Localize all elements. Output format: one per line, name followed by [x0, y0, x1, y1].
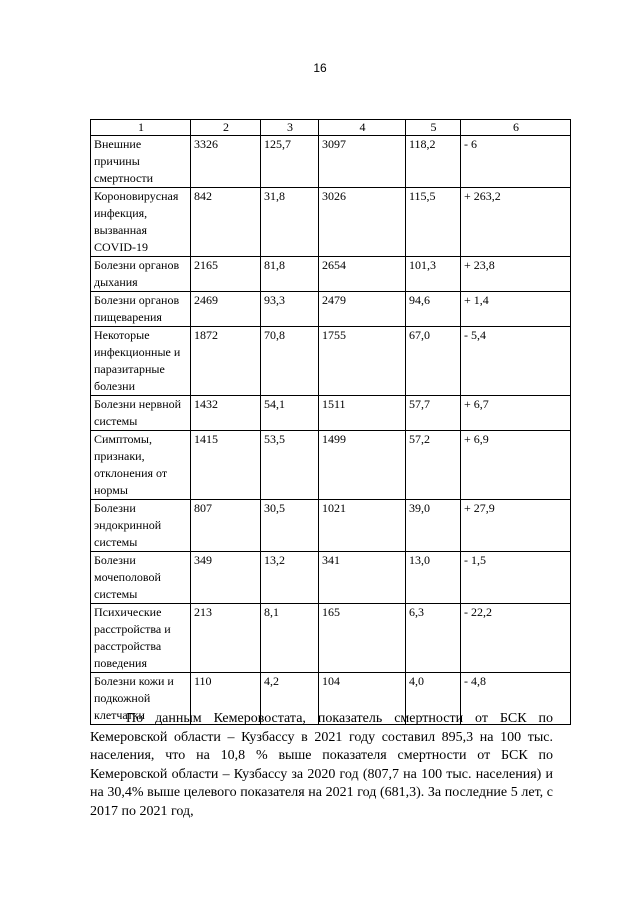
- table-row: [91, 500, 571, 552]
- table-cell: 115,5: [406, 188, 461, 257]
- table-row: [91, 257, 571, 292]
- table-cell: 104: [319, 673, 406, 725]
- table-cell: 3326: [191, 136, 261, 188]
- table-cell: 2469: [191, 292, 261, 327]
- table-cell: 842: [191, 188, 261, 257]
- table-cell: 1432: [191, 396, 261, 431]
- table-cell: 101,3: [406, 257, 461, 292]
- table-cell: 13,0: [406, 552, 461, 604]
- table-cell: - 5,4: [461, 327, 571, 396]
- table-cell: 3097: [319, 136, 406, 188]
- table-row: [91, 604, 571, 673]
- table-cell: 2654: [319, 257, 406, 292]
- table-cell: - 22,2: [461, 604, 571, 673]
- row-label-cell: Болезни кожи и подкожной клетчатки: [91, 673, 191, 725]
- table-cell: - 4,8: [461, 673, 571, 725]
- table-cell: + 1,4: [461, 292, 571, 327]
- table-header-row: [91, 120, 571, 136]
- table-cell: 1872: [191, 327, 261, 396]
- column-header: 4: [319, 120, 406, 136]
- row-label-cell: Болезни эндокринной системы: [91, 500, 191, 552]
- table-cell: + 27,9: [461, 500, 571, 552]
- column-header: 5: [406, 120, 461, 136]
- column-header: 3: [261, 120, 319, 136]
- table-row: [91, 188, 571, 257]
- table-cell: 39,0: [406, 500, 461, 552]
- mortality-table: [90, 119, 571, 725]
- table-cell: 125,7: [261, 136, 319, 188]
- table-cell: 1755: [319, 327, 406, 396]
- table-cell: 57,7: [406, 396, 461, 431]
- table-cell: + 263,2: [461, 188, 571, 257]
- column-header: 1: [91, 120, 191, 136]
- table-cell: + 6,7: [461, 396, 571, 431]
- row-label-cell: Некоторые инфекционные и паразитарные болезни: [91, 327, 191, 396]
- page-number: 16: [313, 61, 327, 75]
- table-row: [91, 327, 571, 396]
- table-cell: 1415: [191, 431, 261, 500]
- table-cell: 94,6: [406, 292, 461, 327]
- row-label-cell: Внешние причины смертности: [91, 136, 191, 188]
- body-paragraph: По данным Кемеровостата, показатель смертности от БСК по Кемеровской области – Кузбассу в 2021 году составил 895,3 на 100 тыс. населения, что на 10,8 % выше показателя смертности от БСК по Кемеровской области – Кузбассу за 2020 год (807,7 на 100 тыс. населения) и на 30,4% выше целевого показателя на 2021 год (681,3). За последние 5 лет, с 2017 по 2021 год,: [90, 711, 553, 819]
- table-row: [91, 552, 571, 604]
- table-cell: 349: [191, 552, 261, 604]
- table-cell: 54,1: [261, 396, 319, 431]
- table-row: [91, 136, 571, 188]
- table-cell: 1511: [319, 396, 406, 431]
- table-cell: 4,2: [261, 673, 319, 725]
- table-cell: 1021: [319, 500, 406, 552]
- table-cell: 31,8: [261, 188, 319, 257]
- table-cell: 1499: [319, 431, 406, 500]
- row-label-cell: Болезни нервной системы: [91, 396, 191, 431]
- row-label-cell: Болезни органов дыхания: [91, 257, 191, 292]
- row-label-cell: Симптомы, признаки, отклонения от нормы: [91, 431, 191, 500]
- row-label-cell: Короновирусная инфекция, вызванная COVID-19: [91, 188, 191, 257]
- table-cell: + 6,9: [461, 431, 571, 500]
- table-cell: 70,8: [261, 327, 319, 396]
- table-cell: + 23,8: [461, 257, 571, 292]
- column-header: 6: [461, 120, 571, 136]
- table-body: [91, 136, 571, 725]
- table-cell: 3026: [319, 188, 406, 257]
- table-cell: 341: [319, 552, 406, 604]
- table-cell: 93,3: [261, 292, 319, 327]
- table-cell: 807: [191, 500, 261, 552]
- table-cell: 165: [319, 604, 406, 673]
- table-cell: 8,1: [261, 604, 319, 673]
- table-cell: 53,5: [261, 431, 319, 500]
- table-cell: - 6: [461, 136, 571, 188]
- table-cell: 118,2: [406, 136, 461, 188]
- row-label-cell: Психические расстройства и расстройства поведения: [91, 604, 191, 673]
- row-label-cell: Болезни органов пищеварения: [91, 292, 191, 327]
- table-cell: 2165: [191, 257, 261, 292]
- table-cell: 4,0: [406, 673, 461, 725]
- table-cell: 13,2: [261, 552, 319, 604]
- row-label-cell: Болезни мочеполовой системы: [91, 552, 191, 604]
- table-cell: 67,0: [406, 327, 461, 396]
- table-cell: 6,3: [406, 604, 461, 673]
- table-cell: 30,5: [261, 500, 319, 552]
- table-row: [91, 292, 571, 327]
- table-row: [91, 396, 571, 431]
- table-cell: 81,8: [261, 257, 319, 292]
- table-cell: 2479: [319, 292, 406, 327]
- table-cell: 57,2: [406, 431, 461, 500]
- table-cell: 110: [191, 673, 261, 725]
- table-cell: - 1,5: [461, 552, 571, 604]
- table-row: [91, 431, 571, 500]
- table-cell: 213: [191, 604, 261, 673]
- column-header: 2: [191, 120, 261, 136]
